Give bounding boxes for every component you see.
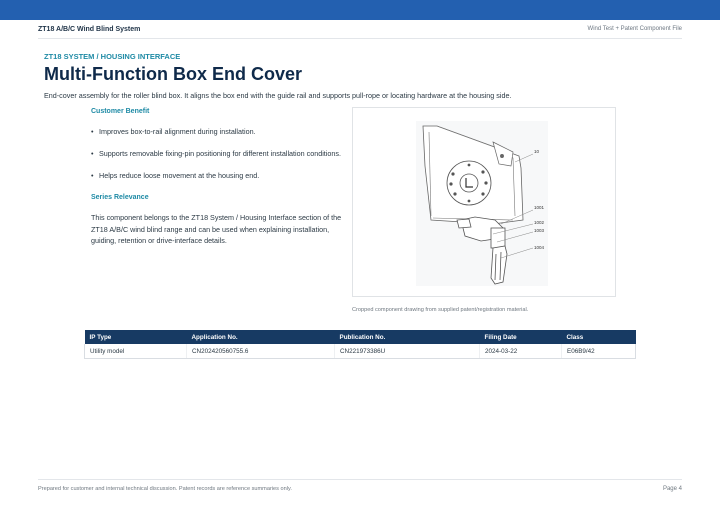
benefit-heading: Customer Benefit: [91, 108, 150, 115]
hub-assembly: [447, 161, 491, 205]
cell-class: E06B9/42: [562, 344, 636, 359]
ip-record-table: [84, 330, 636, 359]
table-row: [85, 344, 636, 359]
footer-note: Prepared for customer and internal technical discussion. Patent records are reference summaries only.: [38, 486, 292, 492]
relevance-text: This component belongs to the ZT18 System / Housing Interface section of the ZT18 A/B/C wind blind range and can be used when explaining installation, guiding, retention or drive-interface details.: [91, 213, 342, 245]
intro-text: End-cover assembly for the roller blind box. It aligns the box end with the guide rail and supports pull-rope or locating hardware at the housing side.: [44, 91, 512, 100]
benefit-item: • Improves box-to-rail alignment during installation.: [91, 127, 353, 136]
part-label-1004: 1004: [534, 245, 545, 250]
footer-divider: [38, 479, 682, 480]
section-label: ZT18 SYSTEM / HOUSING INTERFACE: [44, 52, 181, 61]
end-cover-drawing: [353, 108, 615, 296]
column-header-publication-no: Publication No.: [335, 330, 480, 344]
part-label-1001: 1001: [534, 205, 545, 210]
document-header-title: ZT18 A/B/C Wind Blind System: [38, 26, 141, 33]
column-header-application-no: Application No.: [187, 330, 335, 344]
cell-publication-no: CN221973386U: [335, 344, 480, 359]
cell-filing-date: 2024-03-22: [480, 344, 562, 359]
benefit-item: • Supports removable fixing-pin positioning for different installation conditions.: [91, 149, 353, 158]
figure-caption: Cropped component drawing from supplied patent/registration material.: [352, 307, 529, 313]
top-accent-bar: [0, 0, 720, 20]
part-label-1003: 1003: [534, 228, 545, 233]
page-title: Multi-Function Box End Cover: [44, 64, 302, 84]
description-column: [91, 108, 353, 247]
cell-application-no: CN202420560755.6: [187, 344, 335, 359]
page-number: Page 4: [662, 486, 682, 492]
cell-ip-type: Utility model: [85, 344, 187, 359]
column-header-filing-date: Filing Date: [480, 330, 562, 344]
benefit-item: • Helps reduce loose movement at the housing end.: [91, 171, 353, 180]
benefit-list: [91, 127, 353, 180]
column-header-ip-type: IP Type: [85, 330, 187, 344]
component-drawing-frame: [352, 107, 616, 297]
header-divider: [38, 38, 682, 39]
part-label-1002: 1002: [534, 220, 545, 225]
column-header-class: Class: [562, 330, 636, 344]
document-header-subtitle: Wind Test + Patent Component File: [587, 26, 682, 32]
relevance-heading: Series Relevance: [91, 194, 149, 201]
table-header-row: [85, 330, 636, 344]
part-label-10: 10: [534, 149, 540, 154]
